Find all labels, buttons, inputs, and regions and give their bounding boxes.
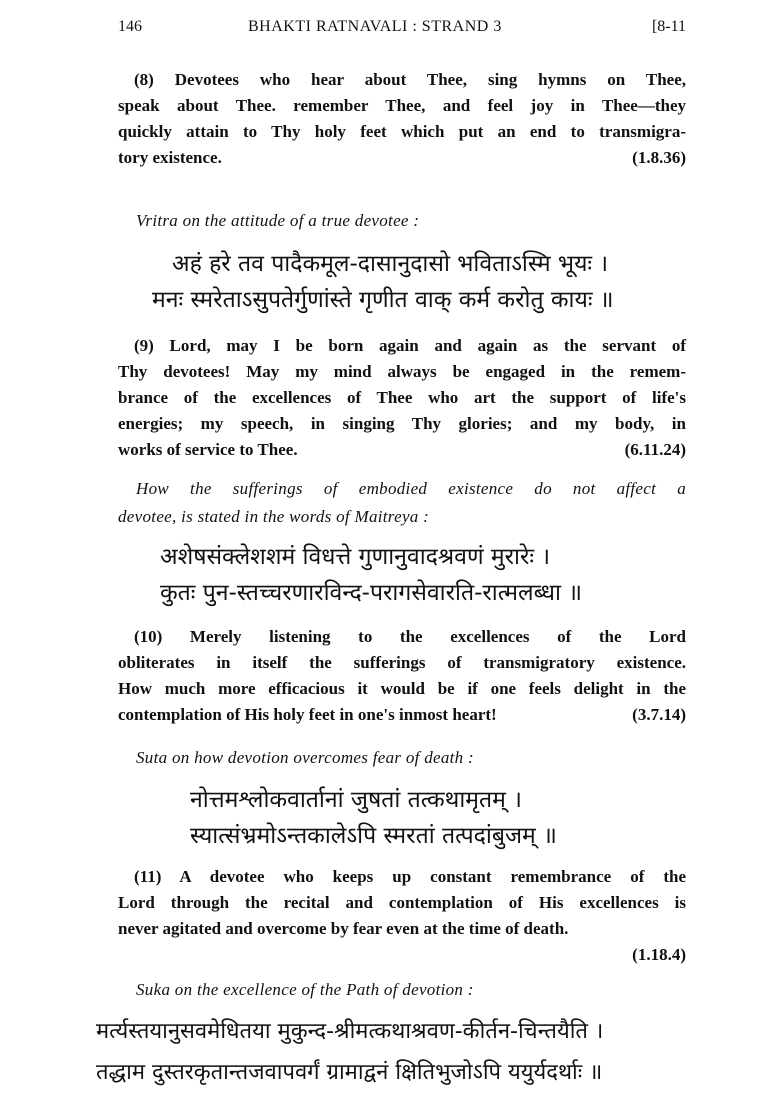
translation-9: [118, 333, 686, 463]
text-line: contemplation of His holy feet in one's inmost heart!: [118, 705, 497, 724]
text-line: Lord through the recital and contemplation of His excellences is: [118, 893, 686, 912]
text-line: never agitated and overcome by fear even at the time of death.: [118, 919, 569, 938]
translation-8: [118, 67, 686, 171]
text-line: quickly attain to Thy holy feet which put an end to transmigra-: [118, 122, 686, 141]
sanskrit-line: कुतः पुन-स्तच्चरणारविन्द-परागसेवारति-रात्मलब्धा ॥: [160, 580, 582, 606]
page-number: 146: [118, 18, 142, 35]
text-line: (8) Devotees who hear about Thee, sing hymns on Thee,: [134, 70, 686, 89]
intro-text: devotee, is stated in the words of Maitreya :: [118, 507, 430, 526]
intro-text: How the sufferings of embodied existence do not affect a: [136, 479, 686, 498]
verse-reference: (1.18.4): [632, 945, 686, 964]
intro-text: Suta on how devotion overcomes fear of death :: [136, 748, 474, 767]
sanskrit-line: अशेषसंक्लेशशमं विधत्ते गुणानुवादश्रवणं मुरारेः ।: [160, 544, 551, 570]
translation-11: [118, 864, 686, 968]
section-range: [8-11: [651, 18, 686, 35]
verse-reference: (3.7.14): [632, 705, 686, 724]
sanskrit-line: तद्धाम दुस्तरकृतान्तजवापवर्गं ग्रामाद्वनं क्षितिभुजोऽपि ययुर्यदर्थाः ॥: [96, 1060, 603, 1085]
translation-10: [118, 624, 686, 728]
running-title: BHAKTI RATNAVALI : STRAND 3: [248, 18, 502, 35]
text-line: Thy devotees! May my mind always be engaged in the remem-: [118, 362, 686, 381]
text-line: works of service to Thee.: [118, 440, 298, 459]
intro-text: Vritra on the attitude of a true devotee :: [136, 211, 420, 230]
page-header: [118, 18, 686, 42]
text-line: (9) Lord, may I be born again and again as the servant of: [134, 336, 686, 355]
text-line: speak about Thee. remember Thee, and feel joy in Thee—they: [118, 96, 686, 115]
sanskrit-line: मर्त्यस्तयानुसवमेधितया मुकुन्द-श्रीमत्कथाश्रवण-कीर्तन-चिन्तयैति ।: [96, 1019, 604, 1044]
text-line: How much more efficacious it would be if one feels delight in the: [118, 679, 686, 698]
text-line: brance of the excellences of Thee who art the support of life's: [118, 388, 686, 407]
intro-text: Suka on the excellence of the Path of devotion :: [136, 980, 474, 999]
verse-reference: (1.8.36): [632, 148, 686, 167]
text-line: energies; my speech, in singing Thy glories; and my body, in: [118, 414, 686, 433]
sanskrit-line: मनः स्मरेताऽसुपतेर्गुणांस्ते गृणीत वाक् कर्म करोतु कायः ॥: [152, 287, 614, 313]
sanskrit-line: अहं हरे तव पादैकमूल-दासानुदासो भविताऽस्मि भूयः ।: [172, 251, 609, 277]
sanskrit-line: नोत्तमश्लोकवार्तानां जुषतां तत्कथामृतम् ।: [190, 787, 522, 813]
text-line: (11) A devotee who keeps up constant remembrance of the: [134, 867, 686, 886]
sanskrit-line: स्यात्संभ्रमोऽन्तकालेऽपि स्मरतां तत्पदांबुजम् ॥: [190, 823, 557, 849]
text-line: tory existence.: [118, 148, 222, 167]
text-line: (10) Merely listening to the excellences of the Lord: [134, 627, 686, 646]
text-line: obliterates in itself the sufferings of transmigratory existence.: [118, 653, 686, 672]
verse-reference: (6.11.24): [624, 440, 686, 459]
